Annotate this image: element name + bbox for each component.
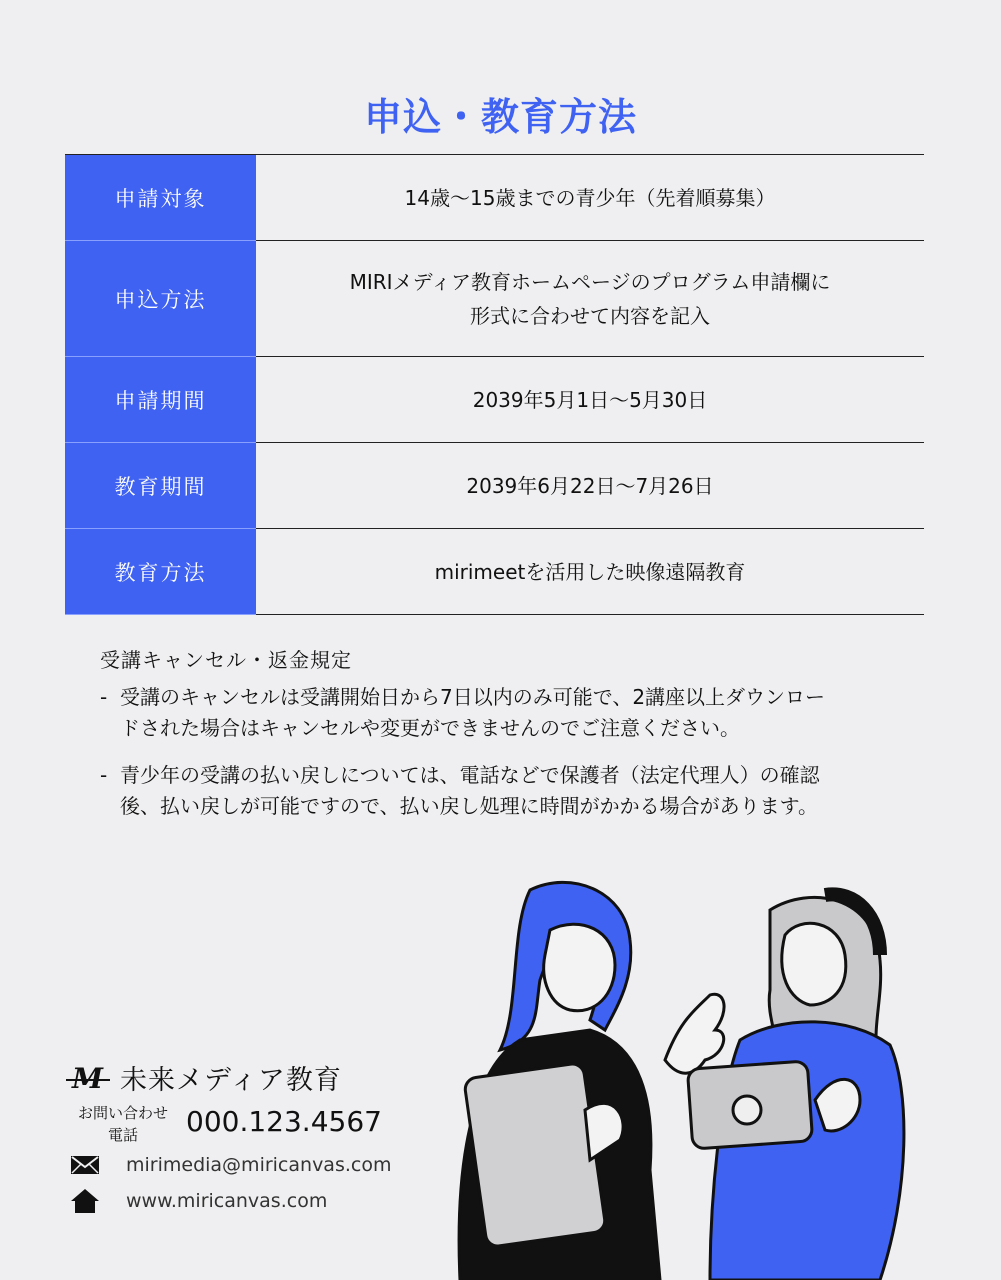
row-value-edu-period: 2039年6月22日〜7月26日 xyxy=(466,473,714,498)
phone-number: 000.123.4567 xyxy=(186,1105,382,1138)
row-value-edu-method: mirimeetを活用した映像遠隔教育 xyxy=(434,559,746,584)
row-label-apply-period: 申請期間 xyxy=(65,357,256,443)
table-row xyxy=(65,529,924,615)
contact-label: お問い合わせ 電話 xyxy=(77,1104,168,1144)
table-row xyxy=(65,241,924,357)
brand-name: 未来メディア教育 xyxy=(120,1065,342,1096)
mail-icon xyxy=(70,1153,100,1177)
brand xyxy=(66,1058,342,1097)
table-row xyxy=(65,155,924,241)
row-value-target: 14歳〜15歳までの青少年（先着順募集） xyxy=(404,185,776,210)
row-label-edu-period: 教育期間 xyxy=(65,443,256,529)
row-label-method: 申込方法 xyxy=(65,241,256,357)
website-link[interactable]: www.miricanvas.com xyxy=(126,1190,328,1212)
logo-icon xyxy=(66,1063,110,1093)
website-row xyxy=(70,1188,327,1214)
table-row xyxy=(65,357,924,443)
page-title: 申込・教育方法 xyxy=(363,95,637,139)
row-value-apply-period: 2039年5月1日〜5月30日 xyxy=(472,387,708,412)
row-value-method: MIRIメディア教育ホームページのプログラム申請欄に 形式に合わせて内容を記入 xyxy=(349,269,831,328)
row-label-edu-method: 教育方法 xyxy=(65,529,256,615)
illustration xyxy=(440,870,940,1280)
email-link[interactable]: mirimedia@miricanvas.com xyxy=(126,1154,392,1176)
info-table xyxy=(65,154,924,615)
list-item: - 受講のキャンセルは受講開始日から7日以内のみ可能で、2講座以上ダウンロー ドされた場合はキャンセルや変更ができませんのでご注意ください。 xyxy=(100,685,826,740)
cancel-policy xyxy=(100,645,900,838)
row-label-target: 申請対象 xyxy=(65,155,256,241)
home-icon xyxy=(70,1188,100,1214)
policy-title: 受講キャンセル・返金規定 xyxy=(100,648,352,672)
svg-text:M: M xyxy=(72,1062,103,1093)
table-row xyxy=(65,443,924,529)
list-item: - 青少年の受講の払い戻しについては、電話などで保護者（法定代理人）の確認 後、払い戻しが可能ですので、払い戻し処理に時間がかかる場合があります。 xyxy=(100,763,820,818)
email-row xyxy=(70,1153,391,1177)
